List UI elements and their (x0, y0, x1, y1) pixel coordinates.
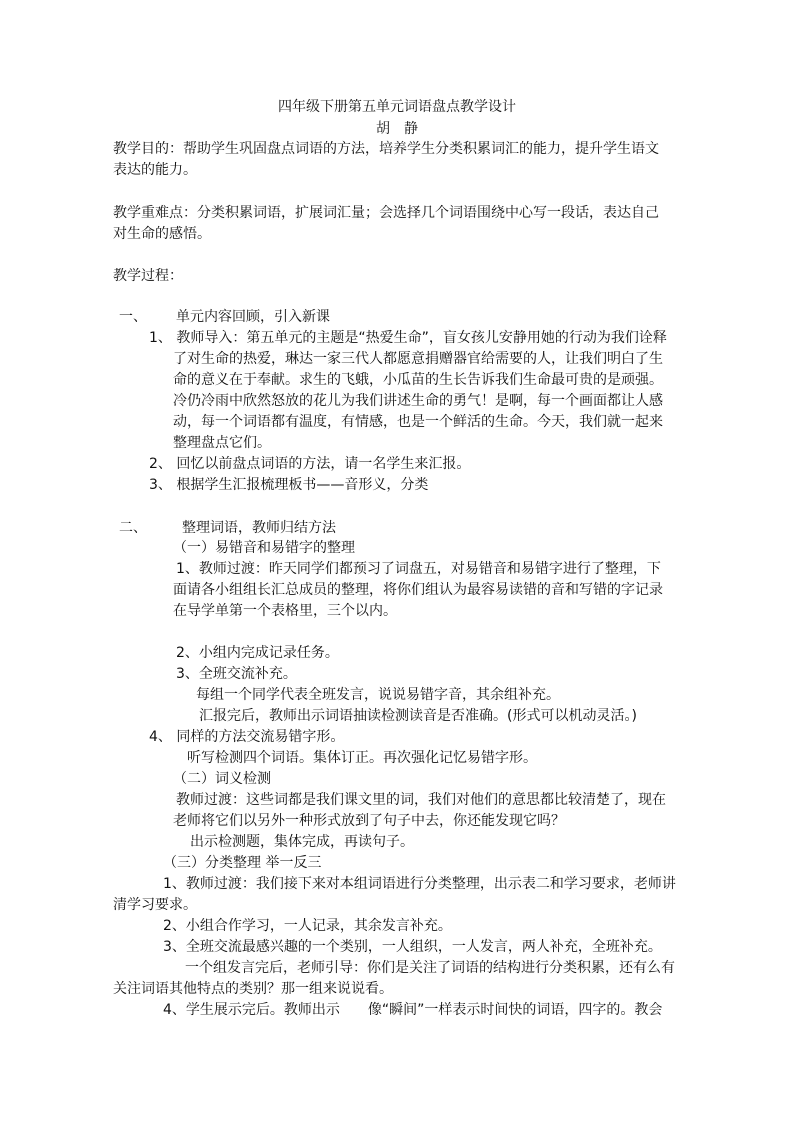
s1-item-1-line-1: 1、 教师导入：第五单元的主题是“热爱生命”，盲女孩儿安静用她的行动为我们诠释 (149, 330, 667, 346)
key-line-2: 对生命的感悟。 (113, 226, 211, 242)
sub-3-para-3: 3、全班交流最感兴趣的一个类别，一人组织，一人发言，两人补充，全班补充。 (163, 939, 662, 955)
doc-title: 四年级下册第五单元词语盘点教学设计 (278, 99, 516, 115)
sub-3-para-2: 2、小组合作学习，一人记录，其余发言补充。 (163, 918, 452, 934)
sub-1-para-3: 3、全班交流补充。 (176, 666, 297, 682)
s1-item-2: 2、 回忆以前盘点词语的方法，请一名学生来汇报。 (149, 456, 471, 472)
sub-3-para-3-line-2: 一个组发言完后，老师引导：你们是关注了词语的结构进行分类积累，还有么有 (185, 960, 675, 976)
sub-1-para-3-line-b: 汇报完后，教师出示词语抽读检测读音是否准确。(形式可以机动灵活。) (199, 708, 637, 724)
process-heading: 教学过程： (113, 268, 183, 284)
s1-item-3: 3、 根据学生汇报梳理板书——音形义，分类 (149, 477, 429, 493)
s1-item-1-line-3: 命的意义在于奉献。求生的飞蛾，小瓜苗的生长告诉我们生命最可贵的是顽强。 (173, 372, 663, 388)
sub-2-line-3: 出示检测题，集体完成，再读句子。 (190, 834, 414, 850)
section-2-number: 二、 (119, 520, 147, 536)
key-line-1: 教学重难点：分类积累词语，扩展词汇量；会选择几个词语围绕中心写一段话，表达自己 (113, 205, 659, 221)
goal-line-1: 教学目的：帮助学生巩固盘点词语的方法，培养学生分类积累词汇的能力，提升学生语文 (113, 141, 659, 157)
s1-item-1-line-5: 动，每一个词语都有温度，有情感，也是一个鲜活的生命。今天，我们就一起来 (173, 414, 663, 430)
s1-item-1-line-2: 了对生命的热爱，琳达一家三代人都愿意捐赠器官给需要的人，让我们明白了生 (173, 351, 663, 367)
sub-2-line-2: 老师将它们以另外一种形式放到了句子中去，你还能发现它吗？ (173, 813, 565, 829)
sub-1-para-3-line-a: 每组一个同学代表全班发言，说说易错字音，其余组补充。 (196, 687, 560, 703)
sub-1-para-4: 4、 同样的方法交流易错字形。 (149, 729, 345, 745)
sub-3-para-1-line-1: 1、教师过渡：我们接下来对本组词语进行分类整理，出示表二和学习要求，老师讲 (163, 876, 676, 892)
sub-1-para-1-line-2: 面请各小组组长汇总成员的整理，将你们组认为最容易读错的音和写错的字记录 (173, 582, 663, 598)
sub-1-para-4-line-a: 听写检测四个词语。集体订正。再次强化记忆易错字形。 (187, 750, 537, 766)
goal-line-2: 表达的能力。 (113, 162, 197, 178)
section-1-title: 单元内容回顾，引入新课 (176, 309, 330, 325)
sub-3-para-4: 4、学生展示完后。教师出示 像“瞬间”一样表示时间快的词语，四字的。教会 (163, 1002, 663, 1018)
section-2-title: 整理词语，教师归结方法 (182, 520, 336, 536)
sub-1-para-2: 2、小组内完成记录任务。 (176, 645, 339, 661)
s1-item-1-line-6: 整理盘点它们。 (173, 435, 271, 451)
sub-1-para-1-line-3: 在导学单第一个表格里，三个以内。 (173, 603, 397, 619)
s1-item-1-line-4: 冷仍冷雨中欣然怒放的花儿为我们讲述生命的勇气！是啊，每一个画面都让人感 (173, 393, 663, 409)
sub-3-heading: （三）分类整理 举一反三 (163, 855, 322, 871)
sub-2-line-1: 教师过渡：这些词都是我们课文里的词，我们对他们的意思都比较清楚了，现在 (176, 792, 666, 808)
sub-3-para-3-line-3: 关注词语其他特点的类别？那一组来说说看。 (113, 981, 393, 997)
section-1-number: 一、 (119, 309, 147, 325)
sub-3-para-1-line-2: 清学习要求。 (113, 897, 197, 913)
sub-2-heading: （二）词义检测 (173, 771, 271, 787)
doc-author: 胡 静 (376, 121, 418, 137)
sub-1-para-1-line-1: 1、教师过渡：昨天同学们都预习了词盘五，对易错音和易错字进行了整理，下 (176, 561, 661, 577)
sub-1-heading: （一）易错音和易错字的整理 (173, 540, 355, 556)
